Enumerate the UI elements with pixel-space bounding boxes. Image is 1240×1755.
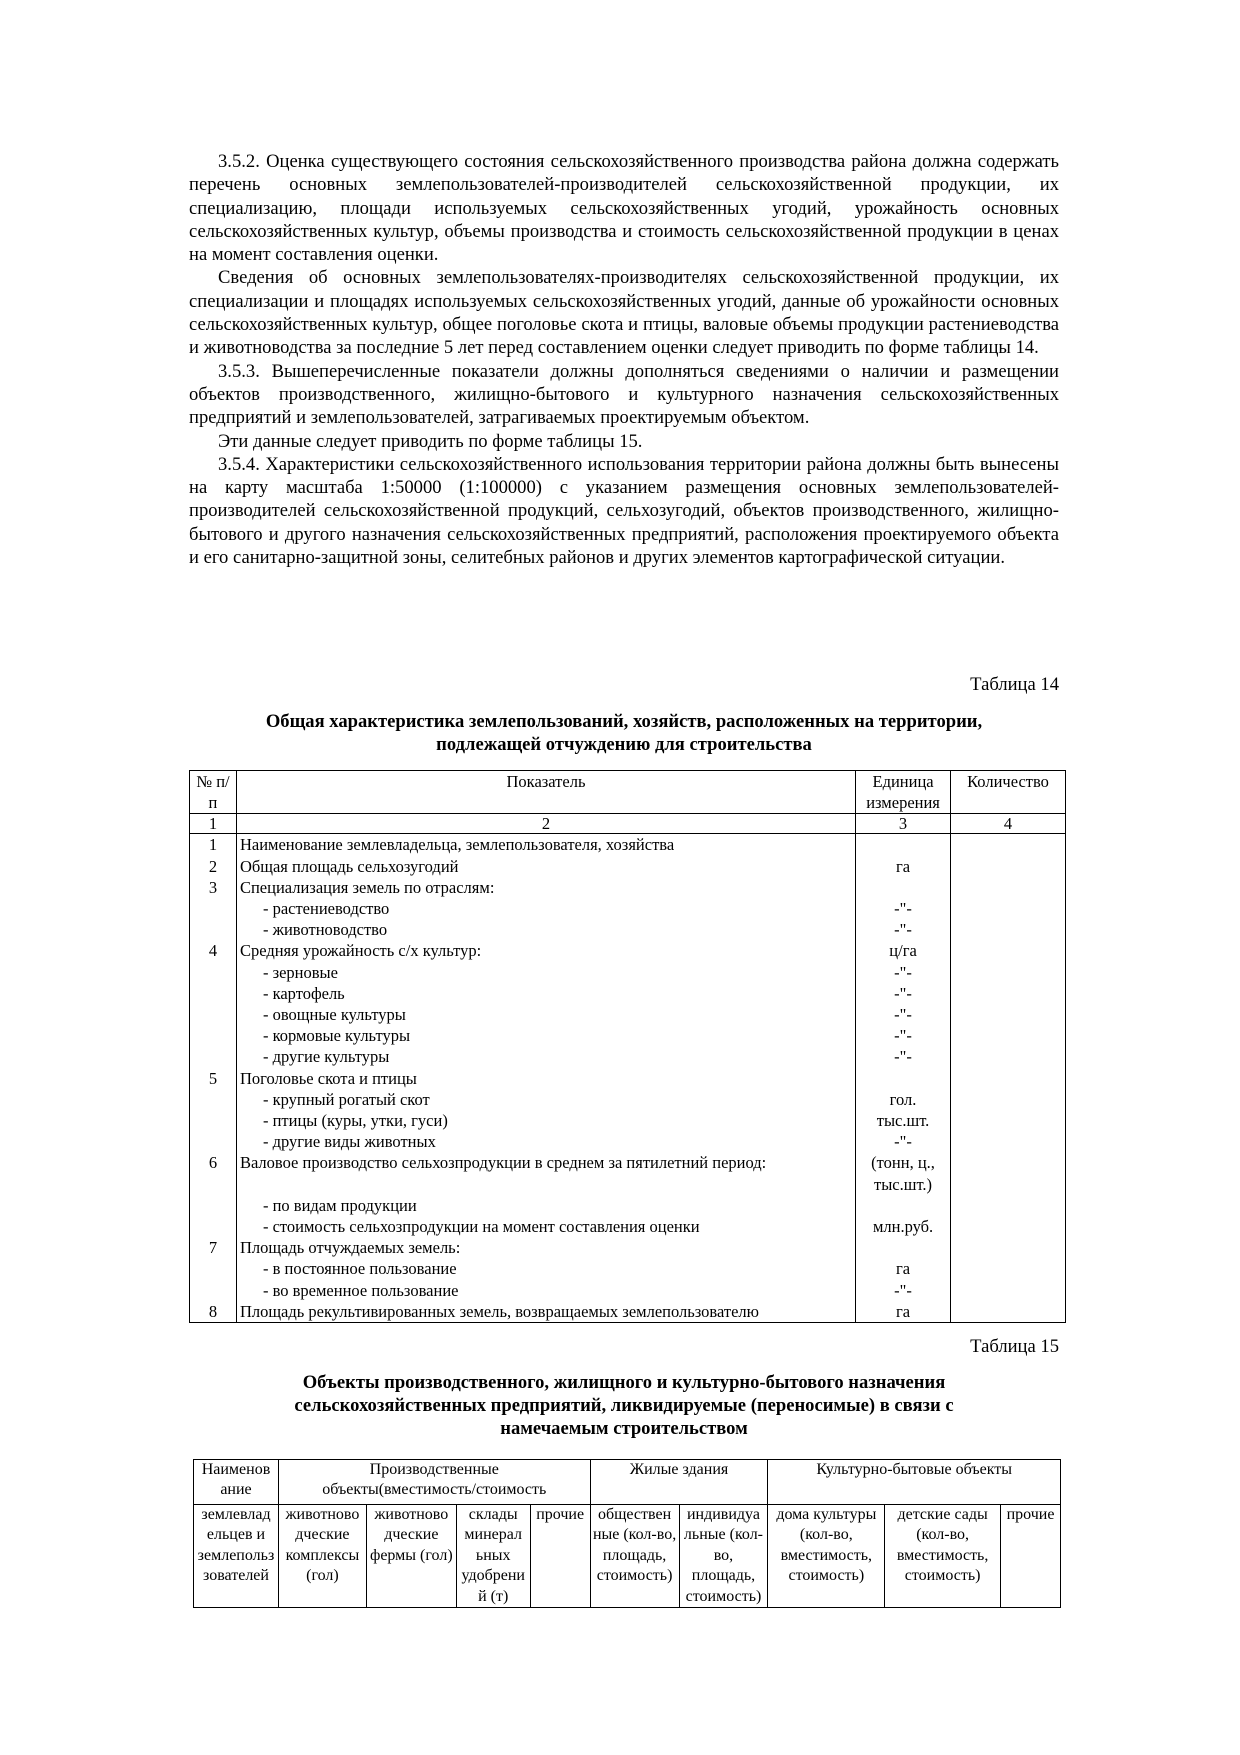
row-label: - во временное пользование bbox=[236, 1280, 855, 1301]
row-label: - кормовые культуры bbox=[236, 1025, 855, 1046]
row-number: 4 bbox=[190, 940, 237, 961]
row-quantity bbox=[951, 1089, 1066, 1110]
table-row bbox=[190, 1004, 1066, 1025]
row-quantity bbox=[951, 1216, 1066, 1237]
row-unit: -"- bbox=[856, 1280, 951, 1301]
row-unit: ц/га bbox=[856, 940, 951, 961]
table-14 bbox=[189, 770, 1066, 1323]
header-cell: прочие bbox=[1001, 1505, 1061, 1608]
table-row bbox=[190, 1025, 1066, 1046]
row-label: Наименование землевладельца, землепользователя, хозяйства bbox=[236, 834, 855, 856]
row-number bbox=[190, 1216, 237, 1237]
row-label: Специализация земель по отраслям: bbox=[236, 877, 855, 898]
column-number-row bbox=[190, 814, 1066, 834]
column-number: 1 bbox=[190, 814, 237, 834]
row-label: - стоимость сельхозпродукции на момент составления оценки bbox=[236, 1216, 855, 1237]
header-cell: Количество bbox=[951, 771, 1066, 814]
row-quantity bbox=[951, 1258, 1066, 1279]
column-number: 4 bbox=[951, 814, 1066, 834]
row-unit: -"- bbox=[856, 1046, 951, 1067]
row-number bbox=[190, 983, 237, 1004]
header-cell: животново дческие комплексы (гол) bbox=[278, 1505, 366, 1608]
header-cell: дома культуры (кол-во, вместимость, стоимость) bbox=[768, 1505, 885, 1608]
row-label: - животноводство bbox=[236, 919, 855, 940]
table-15-title-line: сельскохозяйственных предприятий, ликвидируемые (переносимые) в связи с bbox=[294, 1395, 954, 1416]
row-quantity bbox=[951, 983, 1066, 1004]
row-unit: тыс.шт. bbox=[856, 1110, 951, 1131]
row-label: Средняя урожайность с/х культур: bbox=[236, 940, 855, 961]
row-quantity bbox=[951, 1195, 1066, 1216]
row-unit: млн.руб. bbox=[856, 1216, 951, 1237]
column-number: 2 bbox=[236, 814, 855, 834]
body-text bbox=[189, 150, 1059, 569]
row-number bbox=[190, 1195, 237, 1216]
paragraph: 3.5.2. Оценка существующего состояния сельскохозяйственного производства района должна содержать перечень основных землепользователей-производителей сельскохозяйственной продукции, их специализацию, площади используемых сельскохозяйственных угодий, урожайность основных сельскохозяйственных культур, объемы производства и стоимость сельскохозяйственной продукции в ценах на момент составления оценки. bbox=[189, 151, 1059, 266]
paragraph: 3.5.4. Характеристики сельскохозяйственного использования территории района должны быть вынесены на карту масштаба 1:50000 (1:100000) с указанием размещения основных землепользователей-производителей сельскохозяйственной продукций, сельхозугодий, объектов производственного, жилищно-бытового и другого назначения сельскохозяйственных предприятий, расположения проектируемого объекта и его санитарно-защитной зоны, селитебных районов и других элементов картографической ситуации. bbox=[189, 453, 1059, 569]
row-number bbox=[190, 1046, 237, 1067]
row-label: - крупный рогатый скот bbox=[236, 1089, 855, 1110]
row-number: 7 bbox=[190, 1237, 237, 1258]
table-row bbox=[190, 1152, 1066, 1194]
table-row bbox=[190, 1216, 1066, 1237]
header-cell: Показатель bbox=[236, 771, 855, 814]
column-number: 3 bbox=[856, 814, 951, 834]
row-unit: гол. bbox=[856, 1089, 951, 1110]
table-15 bbox=[193, 1459, 1061, 1608]
row-label: Площадь рекультивированных земель, возвращаемых землепользователю bbox=[236, 1301, 855, 1323]
header-cell: животново дческие фермы (гол) bbox=[366, 1505, 456, 1608]
row-quantity bbox=[951, 962, 1066, 983]
header-cell: детские сады (кол-во, вместимость, стоимость) bbox=[885, 1505, 1001, 1608]
table-row bbox=[190, 1046, 1066, 1067]
row-quantity bbox=[951, 856, 1066, 877]
row-number bbox=[190, 1025, 237, 1046]
row-number bbox=[190, 1131, 237, 1152]
table-header-row bbox=[190, 771, 1066, 814]
header-cell: обществен ные (кол-во, площадь, стоимость) bbox=[590, 1505, 679, 1608]
header-cell: прочие bbox=[530, 1505, 590, 1608]
row-number bbox=[190, 1280, 237, 1301]
header-cell: Культурно-бытовые объекты bbox=[768, 1460, 1061, 1505]
paragraph: Сведения об основных землепользователях-производителях сельскохозяйственной продукции, их специализации и площадях используемых сельскохозяйственных угодий, данные об урожайности основных сельскохозяйственных культур, общее поголовье скота и птицы, валовые объемы продукции растениеводства и животноводства за последние 5 лет перед составлением оценки следует приводить по форме таблицы 14. bbox=[189, 267, 1059, 359]
row-label: - овощные культуры bbox=[236, 1004, 855, 1025]
table-row bbox=[190, 1195, 1066, 1216]
row-number bbox=[190, 919, 237, 940]
row-number bbox=[190, 898, 237, 919]
table-row bbox=[190, 1089, 1066, 1110]
row-unit: (тонн, ц., тыс.шт.) bbox=[856, 1152, 951, 1194]
row-unit: га bbox=[856, 1301, 951, 1323]
row-label: - растениеводство bbox=[236, 898, 855, 919]
row-number: 5 bbox=[190, 1068, 237, 1089]
table-row bbox=[190, 983, 1066, 1004]
row-label: Площадь отчуждаемых земель: bbox=[236, 1237, 855, 1258]
row-unit bbox=[856, 1195, 951, 1216]
table-row bbox=[190, 1258, 1066, 1279]
row-quantity bbox=[951, 1280, 1066, 1301]
row-number: 3 bbox=[190, 877, 237, 898]
row-quantity bbox=[951, 1152, 1066, 1194]
table-row bbox=[190, 1301, 1066, 1323]
row-unit: -"- bbox=[856, 1131, 951, 1152]
header-cell: Производственные объекты(вместимость/стоимость bbox=[278, 1460, 590, 1505]
row-unit: га bbox=[856, 1258, 951, 1279]
row-quantity bbox=[951, 834, 1066, 856]
row-number bbox=[190, 1004, 237, 1025]
row-number: 6 bbox=[190, 1152, 237, 1194]
header-cell: склады минерал ьных удобрени й (т) bbox=[456, 1505, 530, 1608]
header-cell: Единица измерения bbox=[856, 771, 951, 814]
row-label: - другие культуры bbox=[236, 1046, 855, 1067]
table-row bbox=[190, 1068, 1066, 1089]
table-row bbox=[190, 877, 1066, 898]
row-quantity bbox=[951, 1004, 1066, 1025]
row-label: - в постоянное пользование bbox=[236, 1258, 855, 1279]
table-row bbox=[190, 856, 1066, 877]
row-label: Общая площадь сельхозугодий bbox=[236, 856, 855, 877]
table-15-title-line: намечаемым строительством bbox=[500, 1418, 748, 1439]
table-15-header-row-2 bbox=[194, 1505, 1061, 1608]
header-cell: № п/п bbox=[190, 771, 237, 814]
table-row bbox=[190, 1110, 1066, 1131]
row-quantity bbox=[951, 1131, 1066, 1152]
table-15-title bbox=[189, 1371, 1059, 1440]
row-quantity bbox=[951, 1025, 1066, 1046]
row-number: 2 bbox=[190, 856, 237, 877]
table-row bbox=[190, 1237, 1066, 1258]
row-quantity bbox=[951, 898, 1066, 919]
table-row bbox=[190, 898, 1066, 919]
table-row bbox=[190, 834, 1066, 856]
table-row bbox=[190, 919, 1066, 940]
row-label: - птицы (куры, утки, гуси) bbox=[236, 1110, 855, 1131]
row-label: - картофель bbox=[236, 983, 855, 1004]
row-label: Валовое производство сельхозпродукции в среднем за пятилетний период: bbox=[236, 1152, 855, 1194]
row-quantity bbox=[951, 940, 1066, 961]
header-cell: индивидуа льные (кол-во, площадь, стоимость) bbox=[679, 1505, 768, 1608]
row-quantity bbox=[951, 919, 1066, 940]
row-unit bbox=[856, 877, 951, 898]
header-cell: Жилые здания bbox=[590, 1460, 768, 1505]
paragraph: Эти данные следует приводить по форме таблицы 15. bbox=[218, 430, 643, 452]
table-row bbox=[190, 940, 1066, 961]
row-quantity bbox=[951, 1046, 1066, 1067]
row-number bbox=[190, 1110, 237, 1131]
row-quantity bbox=[951, 1110, 1066, 1131]
row-label: Поголовье скота и птицы bbox=[236, 1068, 855, 1089]
row-unit bbox=[856, 1068, 951, 1089]
header-cell: землевлад ельцев и землепольз зователей bbox=[194, 1505, 279, 1608]
table-15-title-line: Объекты производственного, жилищного и культурно-бытового назначения bbox=[302, 1372, 946, 1393]
row-unit: -"- bbox=[856, 919, 951, 940]
table-row bbox=[190, 1280, 1066, 1301]
row-number bbox=[190, 1258, 237, 1279]
row-unit: -"- bbox=[856, 983, 951, 1004]
row-quantity bbox=[951, 1068, 1066, 1089]
row-label: - другие виды животных bbox=[236, 1131, 855, 1152]
row-label: - зерновые bbox=[236, 962, 855, 983]
row-unit bbox=[856, 1237, 951, 1258]
row-unit: -"- bbox=[856, 1025, 951, 1046]
row-unit: -"- bbox=[856, 962, 951, 983]
row-quantity bbox=[951, 1237, 1066, 1258]
row-unit: -"- bbox=[856, 1004, 951, 1025]
table-row bbox=[190, 962, 1066, 983]
row-unit: -"- bbox=[856, 898, 951, 919]
row-quantity bbox=[951, 1301, 1066, 1323]
row-unit bbox=[856, 834, 951, 856]
row-number: 8 bbox=[190, 1301, 237, 1323]
header-cell: Наименов ание bbox=[194, 1460, 279, 1505]
row-number bbox=[190, 1089, 237, 1110]
row-unit: га bbox=[856, 856, 951, 877]
table-15-header-row-1 bbox=[194, 1460, 1061, 1505]
table-row bbox=[190, 1131, 1066, 1152]
row-number: 1 bbox=[190, 834, 237, 856]
row-number bbox=[190, 962, 237, 983]
paragraph: 3.5.3. Вышеперечисленные показатели должны дополняться сведениями о наличии и размещении объектов производственного, жилищно-бытового и культурного назначения сельскохозяйственных предприятий и землепользователей, затрагиваемых проектируемым объектом. bbox=[189, 360, 1059, 429]
table-14-label: Таблица 14 bbox=[970, 674, 1059, 695]
table-14-title: Общая характеристика землепользований, хозяйств, расположенных на территории, подлежащей отчуждению для строительства bbox=[265, 711, 983, 755]
row-label: - по видам продукции bbox=[236, 1195, 855, 1216]
row-quantity bbox=[951, 877, 1066, 898]
table-15-label: Таблица 15 bbox=[970, 1336, 1059, 1357]
